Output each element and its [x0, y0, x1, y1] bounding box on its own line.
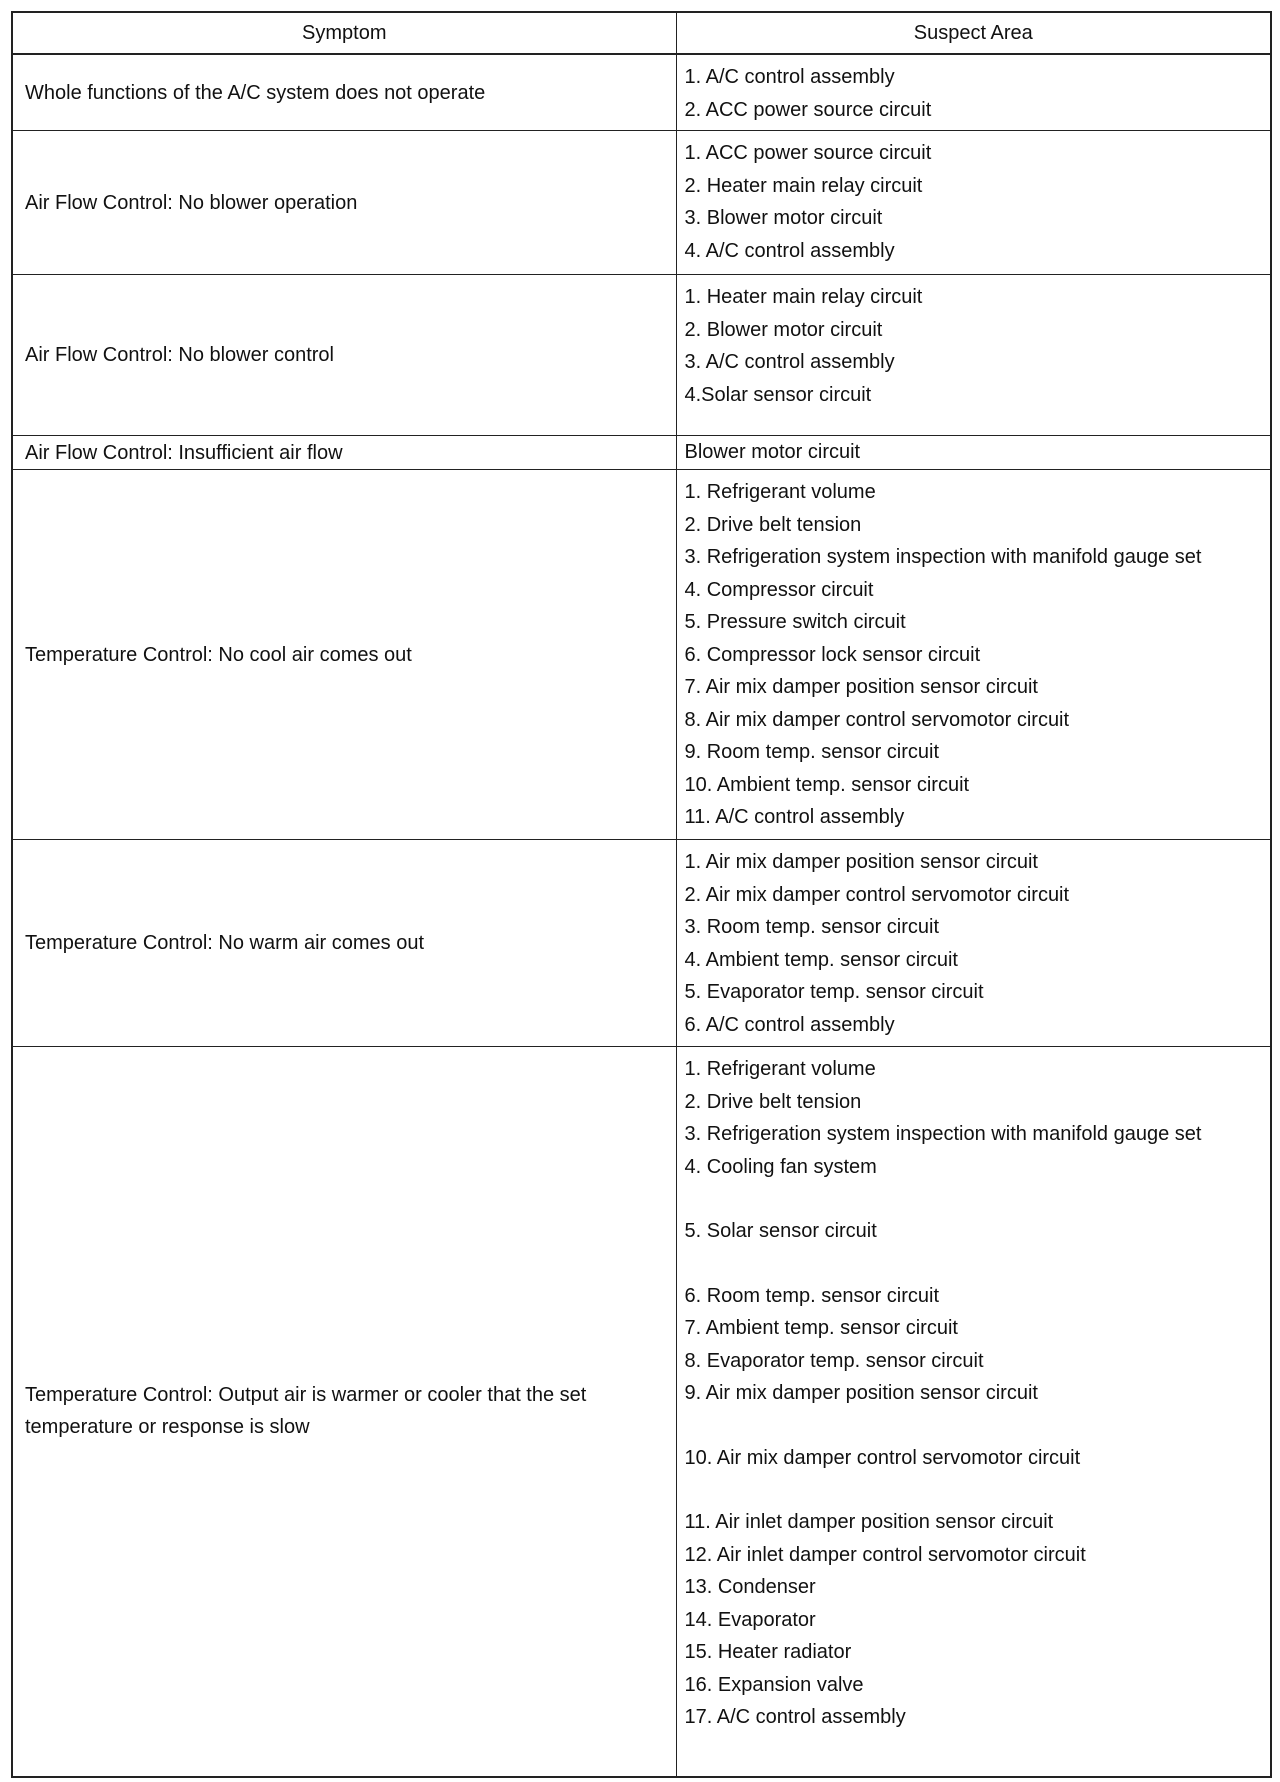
suspect-area-cell	[676, 54, 1271, 131]
suspect-area-cell	[676, 436, 1271, 470]
suspect-item: Blower motor circuit	[684, 441, 861, 464]
suspect-item: 14. Evaporator	[684, 1608, 816, 1631]
suspect-item: 3. Blower motor circuit	[684, 207, 883, 229]
suspect-item: 4. Cooling fan system	[684, 1155, 877, 1178]
suspect-item: 1. Refrigerant volume	[684, 481, 876, 503]
suspect-area-column-header: Suspect Area	[676, 12, 1271, 54]
suspect-item: 1. Air mix damper position sensor circuit	[684, 851, 1038, 873]
suspect-item: 2. Air mix damper control servomotor circuit	[684, 883, 1070, 906]
suspect-area-cell	[676, 840, 1271, 1047]
table-row	[12, 470, 1271, 840]
suspect-item: 5. Evaporator temp. sensor circuit	[684, 981, 984, 1003]
suspect-item: 9. Air mix damper position sensor circuit	[684, 1382, 1038, 1404]
suspect-item: 13. Condenser	[684, 1576, 816, 1598]
suspect-item: 3. Refrigeration system inspection with manifold gauge set	[684, 546, 1202, 568]
suspect-item: 3. A/C control assembly	[684, 351, 895, 373]
suspect-item: 10. Air mix damper control servomotor circuit	[684, 1446, 1081, 1469]
suspect-item: 17. A/C control assembly	[684, 1706, 906, 1728]
suspect-item: 16. Expansion valve	[684, 1673, 864, 1696]
table-row	[12, 436, 1271, 470]
suspect-item: 7. Air mix damper position sensor circuit	[684, 676, 1038, 698]
suspect-item: 4. Compressor circuit	[684, 578, 874, 601]
suspect-item: 1. ACC power source circuit	[684, 142, 932, 164]
suspect-item: 5. Pressure switch circuit	[684, 611, 906, 633]
suspect-list	[685, 137, 1263, 267]
suspect-item: 11. A/C control assembly	[684, 806, 905, 828]
suspect-list	[685, 281, 1263, 411]
suspect-item: 1. Refrigerant volume	[684, 1058, 876, 1080]
suspect-item: 8. Evaporator temp. sensor circuit	[684, 1349, 984, 1372]
suspect-item: 4. A/C control assembly	[684, 239, 895, 262]
suspect-area-cell	[676, 131, 1271, 275]
suspect-item: 6. Room temp. sensor circuit	[684, 1284, 940, 1307]
table-body	[12, 54, 1271, 1777]
suspect-item: 1. Heater main relay circuit	[684, 286, 923, 308]
suspect-item: 7. Ambient temp. sensor circuit	[684, 1317, 958, 1339]
table-row	[12, 131, 1271, 275]
suspect-item: 2. Drive belt tension	[684, 1090, 862, 1113]
suspect-area-cell	[676, 470, 1271, 840]
table-row	[12, 840, 1271, 1047]
suspect-item: 9. Room temp. sensor circuit	[684, 741, 940, 763]
troubleshooting-table-container	[11, 11, 1270, 1773]
symptom-column-header: Symptom	[12, 12, 676, 54]
suspect-item: 3. Refrigeration system inspection with manifold gauge set	[684, 1123, 1202, 1145]
symptom-line: Temperature Control: Output air is warmer or cooler that the set	[25, 1384, 587, 1407]
suspect-item: 4.Solar sensor circuit	[684, 383, 872, 406]
suspect-item: 2. Blower motor circuit	[684, 318, 883, 341]
suspect-item: 2. Heater main relay circuit	[684, 174, 923, 197]
suspect-item: 6. A/C control assembly	[684, 1013, 895, 1036]
symptom-cell: Whole functions of the A/C system does not operate	[12, 54, 676, 131]
suspect-list	[685, 846, 1263, 1041]
suspect-list	[685, 436, 1263, 469]
suspect-item: 11. Air inlet damper position sensor circuit	[684, 1511, 1054, 1533]
suspect-item: 2. ACC power source circuit	[684, 98, 932, 121]
suspect-list	[685, 476, 1263, 834]
symptom-cell: Temperature Control: No cool air comes out	[12, 470, 676, 840]
suspect-item: 2. Drive belt tension	[684, 513, 862, 536]
suspect-item: 10. Ambient temp. sensor circuit	[684, 773, 970, 796]
suspect-item: 1. A/C control assembly	[684, 66, 895, 88]
symptom-cell: Air Flow Control: No blower operation	[12, 131, 676, 275]
table-header-row	[12, 12, 1271, 54]
symptom-cell: Temperature Control: No warm air comes out	[12, 840, 676, 1047]
suspect-item: 3. Room temp. sensor circuit	[684, 916, 940, 938]
table-row	[12, 275, 1271, 436]
suspect-list	[685, 61, 1263, 126]
suspect-item: 15. Heater radiator	[684, 1641, 852, 1663]
suspect-item: 6. Compressor lock sensor circuit	[684, 643, 981, 666]
suspect-area-cell	[676, 275, 1271, 436]
table-row	[12, 1047, 1271, 1777]
table-header	[12, 12, 1271, 54]
suspect-item: 12. Air inlet damper control servomotor circuit	[684, 1543, 1086, 1566]
symptom-cell: Air Flow Control: Insufficient air flow	[12, 436, 676, 470]
suspect-area-cell	[676, 1047, 1271, 1777]
table-row	[12, 54, 1271, 131]
symptom-cell	[12, 1047, 676, 1777]
suspect-list	[685, 1053, 1263, 1734]
suspect-item: 4. Ambient temp. sensor circuit	[684, 948, 958, 971]
suspect-item: 5. Solar sensor circuit	[684, 1220, 877, 1242]
symptom-cell: Air Flow Control: No blower control	[12, 275, 676, 436]
troubleshooting-table	[11, 11, 1272, 1778]
symptom-line: temperature or response is slow	[25, 1416, 310, 1439]
suspect-item: 8. Air mix damper control servomotor circuit	[684, 708, 1070, 731]
